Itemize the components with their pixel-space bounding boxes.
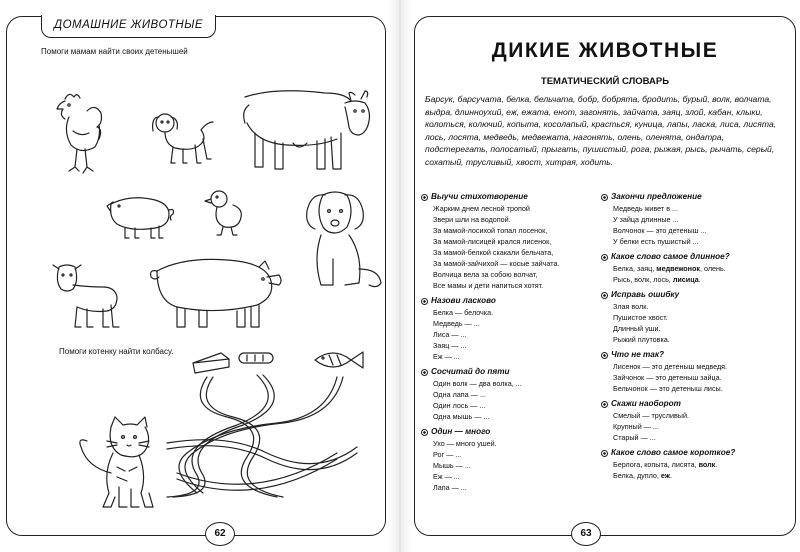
- exercise-section: [601, 191, 777, 247]
- line-text: .: [715, 460, 718, 469]
- exercises-column-left: [421, 191, 593, 497]
- chick-drawing: [203, 187, 247, 239]
- exercise-line: За мамой-зайчихой — косые зайчата.: [433, 259, 560, 268]
- line-text: , олень.: [700, 264, 726, 273]
- exercise-line: За мамой-белкой скакали бельчата,: [433, 248, 554, 257]
- exercise-section: [421, 366, 593, 422]
- exercise-line: Ухо — много ушей.: [433, 439, 497, 448]
- exercise-section: [601, 289, 777, 345]
- exercise-heading-text: Выучи стихотворение: [431, 192, 528, 201]
- exercise-heading-text: Исправь ошибку: [611, 290, 680, 299]
- exercise-line: Лисенок — это детеныш медведя.: [613, 362, 728, 371]
- bullet-icon: [421, 194, 428, 201]
- exercise-line: Одна лапа — ...: [433, 390, 486, 399]
- exercise-heading-text: Что не так?: [611, 350, 665, 359]
- highlighted-word: лисица: [672, 275, 699, 284]
- exercise-line: Крупный — ...: [613, 422, 659, 431]
- exercise-line: Медведь живет в ...: [613, 204, 679, 213]
- puppy-drawing: [147, 109, 217, 171]
- line-text: Белка, дупло,: [613, 471, 661, 480]
- bullet-icon: [421, 369, 428, 376]
- exercise-line: [601, 263, 777, 274]
- bullet-icon: [601, 450, 608, 457]
- exercise-heading-text: Закончи предложение: [611, 192, 702, 201]
- line-text: Рысь, волк, лось,: [613, 275, 673, 284]
- exercise-heading-text: Какое слово самое длинное?: [611, 252, 730, 261]
- cow-drawing: [235, 85, 385, 179]
- exercise-line: Пушистое хвост.: [613, 313, 668, 322]
- exercise-line: За мамой-лисицей крался лисенок,: [433, 237, 552, 246]
- dictionary-heading: ТЕМАТИЧЕСКИЙ СЛОВАРЬ: [540, 76, 670, 87]
- exercise-line: Старый — ...: [613, 433, 656, 442]
- bullet-icon: [601, 352, 608, 359]
- exercise-heading: [601, 289, 777, 301]
- exercise-section: [601, 349, 777, 394]
- exercise-line: Все мамы и дети напиться хотят.: [433, 281, 544, 290]
- exercises-column-right: [601, 191, 777, 485]
- exercise-line: Рог — ...: [433, 450, 462, 459]
- exercise-heading-text: Скажи наоборот: [611, 399, 681, 408]
- exercise-line: Одна мышь — ...: [433, 412, 490, 421]
- exercise-section: [601, 251, 777, 285]
- cheese-drawing: [191, 351, 231, 373]
- exercise-line: Еж — ...: [433, 352, 460, 361]
- bullet-icon: [421, 429, 428, 436]
- exercise-section: [421, 191, 593, 291]
- exercise-line: Один волк — два волка, ...: [433, 379, 522, 388]
- bullet-icon: [601, 292, 608, 299]
- sausage-drawing: [237, 349, 277, 367]
- exercise-line: Зайчонок — это детеныш зайца.: [613, 373, 722, 382]
- page-number-right: 63: [571, 522, 601, 546]
- right-page: [414, 16, 796, 539]
- exercise-heading: [421, 366, 593, 378]
- exercise-line: Еж — ...: [433, 472, 460, 481]
- task-find-sausage: Помоги котенку найти колбасу.: [59, 347, 174, 356]
- pig-drawing: [147, 257, 287, 333]
- exercise-line: За мамой-лосихой топал лосенок,: [433, 226, 548, 235]
- exercise-line: Заяц — ...: [433, 341, 467, 350]
- calf-drawing: [51, 257, 121, 333]
- vocabulary-text: Барсук, барсучата, белка, бельчата, бобр, бобрята, бродить, бурый, волк, волчата, выдра, длинноухий, еж, ежата, енот, загонять, зайчата, заяц, злой, кабан, клыки, колоться, колючий, копыта, косолапый, красться, куница, лапы, ласка, лиса, лисята, лось, лосята, медведь, медвежата, нагонять, олень, оленята, ондатра, подстерегать, полосатый, прыгать, пушистый, рога, рыжая, рысь, рычать, серый, сохатый, трусливый, хвост, хитрая, ходить.: [425, 94, 777, 167]
- exercise-section: [421, 426, 593, 493]
- line-text: .: [669, 471, 672, 480]
- exercise-line: Звери шли на водопой.: [433, 215, 511, 224]
- exercise-heading: [601, 447, 777, 459]
- exercise-line: Длинный уши.: [613, 324, 661, 333]
- bullet-icon: [421, 298, 428, 305]
- exercise-line: Мышь — ...: [433, 461, 471, 470]
- exercise-heading-text: Назови ласково: [431, 296, 496, 305]
- exercise-heading-text: Один — много: [431, 427, 491, 436]
- left-page: [6, 16, 386, 539]
- exercise-heading: [421, 191, 593, 203]
- exercise-line: У зайца длинные ...: [613, 215, 679, 224]
- page-number-left: 62: [205, 522, 235, 546]
- exercise-section: [601, 398, 777, 443]
- exercise-line: Лапа — ...: [433, 483, 467, 492]
- exercise-line: Белка — белочка.: [433, 308, 494, 317]
- exercise-heading-text: Какое слово самое короткое?: [611, 448, 736, 457]
- exercise-line: Лиса — ...: [433, 330, 467, 339]
- piglet-drawing: [105, 192, 175, 242]
- exercise-heading: [421, 426, 593, 438]
- rooster-drawing: [47, 87, 107, 177]
- line-text: Белка, заяц,: [613, 264, 657, 273]
- exercise-line: Рыжий плутовка.: [613, 335, 670, 344]
- bullet-icon: [601, 194, 608, 201]
- exercise-section: [601, 447, 777, 481]
- bullet-icon: [601, 401, 608, 408]
- line-text: .: [698, 275, 701, 284]
- exercise-heading: [601, 251, 777, 263]
- exercise-heading-text: Сосчитай до пяти: [431, 367, 510, 376]
- exercise-line: Злая волк.: [613, 302, 649, 311]
- exercise-line: Жарким днем лесной тропой: [433, 204, 530, 213]
- exercise-line: У белки есть пушистый ...: [613, 237, 699, 246]
- exercise-line: Волчица вела за собою волчат,: [433, 270, 538, 279]
- exercise-line: [601, 470, 777, 481]
- exercise-heading: [421, 295, 593, 307]
- exercise-line: Смелый — трусливый.: [613, 411, 689, 420]
- maze-paths: [157, 373, 377, 503]
- line-text: Берлога, копыта, лисята,: [613, 460, 699, 469]
- exercise-line: [601, 274, 777, 285]
- kitten-drawing: [71, 417, 171, 513]
- page-title: ДИКИЕ ЖИВОТНЫЕ: [491, 39, 719, 62]
- exercise-line: Медведь — ...: [433, 319, 480, 328]
- book-spine: [388, 0, 412, 552]
- exercise-line: Один лось — ...: [433, 401, 486, 410]
- exercise-line: [601, 459, 777, 470]
- exercise-section: [421, 295, 593, 362]
- highlighted-word: еж: [660, 471, 670, 480]
- exercise-heading: [601, 191, 777, 203]
- task-match-mothers: Помоги мамам найти своих детенышей: [41, 47, 188, 56]
- exercise-line: Бельчонок — это детеныш лисы.: [613, 384, 723, 393]
- bullet-icon: [601, 254, 608, 261]
- highlighted-word: медвежонок: [656, 264, 701, 273]
- dog-drawing: [295, 189, 385, 297]
- fish-drawing: [311, 347, 365, 373]
- exercise-line: Волчонок — это детеныш ...: [613, 226, 707, 235]
- exercise-heading: [601, 349, 777, 361]
- highlighted-word: волк: [698, 460, 716, 469]
- exercise-heading: [601, 398, 777, 410]
- page-header-tab: ДОМАШНИЕ ЖИВОТНЫЕ: [41, 15, 216, 38]
